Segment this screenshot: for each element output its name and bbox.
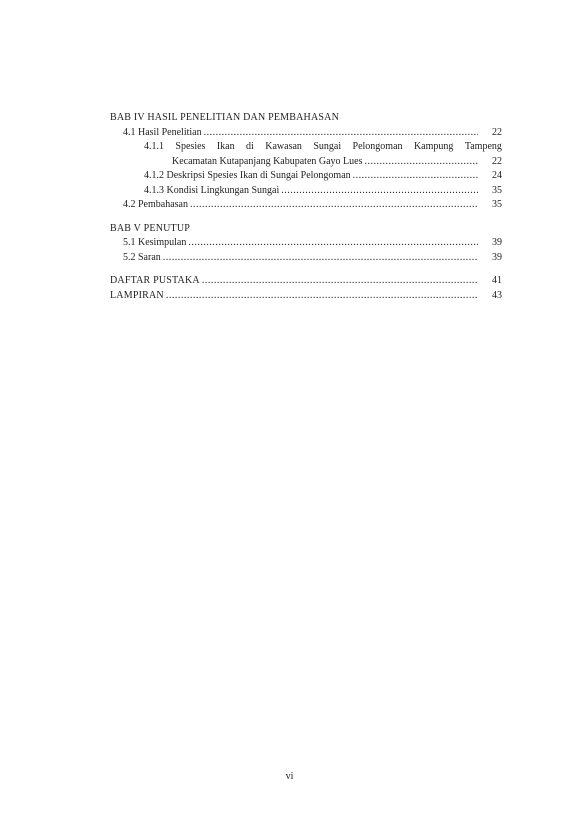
toc-entry-label: DAFTAR PUSTAKA xyxy=(110,275,200,286)
toc-entry-daftar-pustaka xyxy=(110,274,502,289)
toc-entry-label: 5.1 Kesimpulan xyxy=(123,237,187,248)
toc-page-number: 39 xyxy=(492,237,502,248)
toc-page-number: 43 xyxy=(492,289,502,301)
dot-leader xyxy=(202,274,478,289)
toc-entry-lampiran xyxy=(110,289,502,304)
toc-word: Sungai xyxy=(313,141,342,152)
toc-word: Pelongoman xyxy=(352,141,403,152)
toc-word: Spesies xyxy=(175,141,206,152)
table-of-contents xyxy=(110,111,502,303)
dot-leader xyxy=(163,251,478,266)
toc-entry-label: 5.2 Saran xyxy=(123,251,161,263)
toc-word: Kawasan xyxy=(265,141,302,152)
toc-entry-label: LAMPIRAN xyxy=(110,289,164,301)
toc-entry-line-2 xyxy=(144,155,502,170)
toc-page-number: 35 xyxy=(492,199,502,210)
page-number-footer: vi xyxy=(285,771,294,782)
toc-entry-line-1 xyxy=(144,140,502,155)
dot-leader xyxy=(364,155,478,170)
toc-entry-5-2 xyxy=(110,251,502,266)
toc-page-number: 39 xyxy=(492,251,502,263)
toc-word: di xyxy=(246,141,254,152)
toc-page-number: 22 xyxy=(492,126,502,138)
toc-word: Kampung xyxy=(413,141,454,152)
dot-leader xyxy=(353,169,478,184)
toc-word: Tampeng xyxy=(464,141,502,152)
toc-entry-5-1 xyxy=(110,236,502,251)
toc-page-number: 22 xyxy=(492,155,502,167)
toc-entry-4-1-3 xyxy=(110,184,502,199)
toc-entry-4-1-2 xyxy=(110,169,502,184)
dot-leader xyxy=(190,198,478,213)
chapter-5-heading: BAB V PENUTUP xyxy=(110,222,191,234)
dot-leader xyxy=(166,289,478,304)
toc-entry-4-1-1 xyxy=(110,140,502,169)
toc-entry-label: Kecamatan Kutapanjang Kabupaten Gayo Lues xyxy=(172,155,363,167)
toc-word: Ikan xyxy=(216,141,235,152)
section-gap xyxy=(110,213,502,222)
toc-page-number: 35 xyxy=(492,184,502,196)
toc-entry-4-2 xyxy=(110,198,502,213)
chapter-4-heading: BAB IV HASIL PENELITIAN DAN PEMBAHASAN xyxy=(110,112,339,123)
toc-entry-label: 4.2 Pembahasan xyxy=(123,199,188,210)
toc-entry-label: 4.1.3 Kondisi Lingkungan Sungai xyxy=(144,184,280,196)
toc-entry-4-1 xyxy=(110,126,502,141)
toc-word: 4.1.1 xyxy=(144,141,164,152)
toc-page-number: 41 xyxy=(492,275,502,286)
section-gap xyxy=(110,265,502,274)
toc-entry-label: 4.1.2 Deskripsi Spesies Ikan di Sungai Pelongoman xyxy=(144,170,351,181)
dot-leader xyxy=(204,126,478,141)
toc-entry-label: 4.1 Hasil Penelitian xyxy=(123,126,202,138)
toc-page-number: 24 xyxy=(492,170,502,181)
dot-leader xyxy=(281,184,478,199)
dot-leader xyxy=(188,236,478,251)
